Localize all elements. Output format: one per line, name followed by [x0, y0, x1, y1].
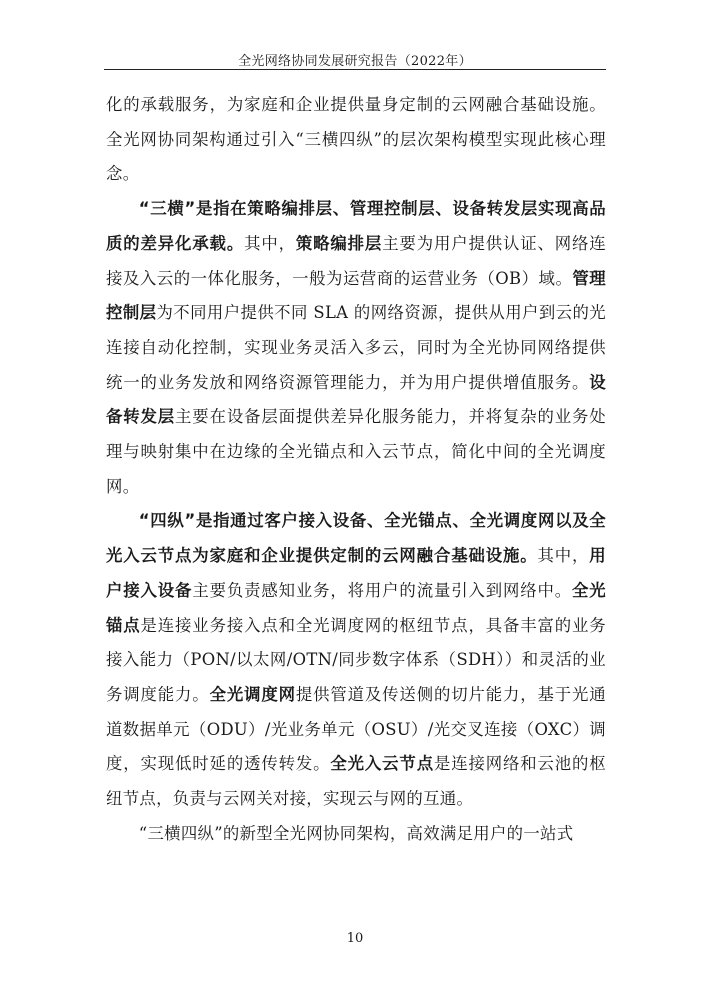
paragraph-3-text: 是连接网络和云池的枢纽节点，负责与云网关对接，实现云与网的互通。 — [106, 754, 606, 809]
paragraph-3-text: 是连接业务接入点和全光调度网的枢纽节点，具备丰富的业务接入能力（PON/以太网/OTN/同步数字体系（SDH））和灵活的业务调度能力。 — [106, 615, 606, 704]
paragraph-3-text: 其中， — [537, 546, 590, 566]
term-policy-orchestration-layer: 策略编排层 — [295, 233, 383, 253]
paragraph-1-text: 化的承载服务，为家庭和企业提供量身定制的云网融合基础设施。全光网协同架构通过引入“三横四纵”的层次架构模型实现此核心理念。 — [106, 95, 606, 184]
paragraph-2-text: 其中， — [244, 233, 296, 253]
term-management-control-layer: 管理控制层 — [106, 268, 606, 323]
term-user-access-device: 用户接入设备 — [106, 546, 606, 600]
page-number: 10 — [346, 931, 364, 946]
paragraph-3-text: 主要负责感知业务，将用户的流量引入到网络中。 — [192, 580, 573, 600]
paragraph-4 — [106, 817, 606, 852]
running-header: 全光网络协同发展研究报告（2022年） — [238, 54, 472, 69]
term-device-forwarding-layer: 设备转发层 — [106, 372, 606, 427]
four-vertical-definition: “四纵”是指通过客户接入设备、全光锚点、全光调度网以及全光入云节点为家庭和企业提供定制的云网融合基础设施。 — [106, 511, 606, 566]
paragraph-2 — [106, 192, 606, 504]
three-horizontal-definition: “三横”是指在策略编排层、管理控制层、设备转发层实现高品质的差异化承载。 — [106, 199, 606, 253]
header-divider — [104, 69, 606, 70]
paragraph-3 — [106, 504, 606, 816]
paragraph-1 — [106, 88, 606, 192]
paragraph-3-text: 提供管道及传送侧的切片能力，基于光通道数据单元（ODU）/光业务单元（OSU）/光交叉连接（OXC）调度，实现低时延的透传转发。 — [106, 684, 606, 774]
term-optical-cloud-entry-node: 全光入云节点 — [330, 754, 434, 774]
term-optical-anchor: 全光锚点 — [106, 580, 606, 635]
paragraph-2-text: 主要为用户提供认证、网络连接及入云的一体化服务，一般为运营商的运营业务（OB）域。 — [106, 233, 607, 288]
document-body — [106, 88, 606, 851]
paragraph-2-text: 主要在设备层面提供差异化服务能力，并将复杂的业务处理与映射集中在边缘的全光锚点和入云节点，简化中间的全光调度网。 — [106, 407, 606, 496]
paragraph-4-text: “三横四纵”的新型全光网协同架构，高效满足用户的一站式 — [138, 823, 574, 843]
paragraph-2-text: 为不同用户提供不同 SLA 的网络资源，提供从用户到云的光连接自动化控制，实现业务灵活入多云，同时为全光协同网络提供统一的业务发放和网络资源管理能力，并为用户提供增值服务。 — [106, 303, 606, 392]
term-optical-dispatch-network: 全光调度网 — [209, 684, 296, 704]
